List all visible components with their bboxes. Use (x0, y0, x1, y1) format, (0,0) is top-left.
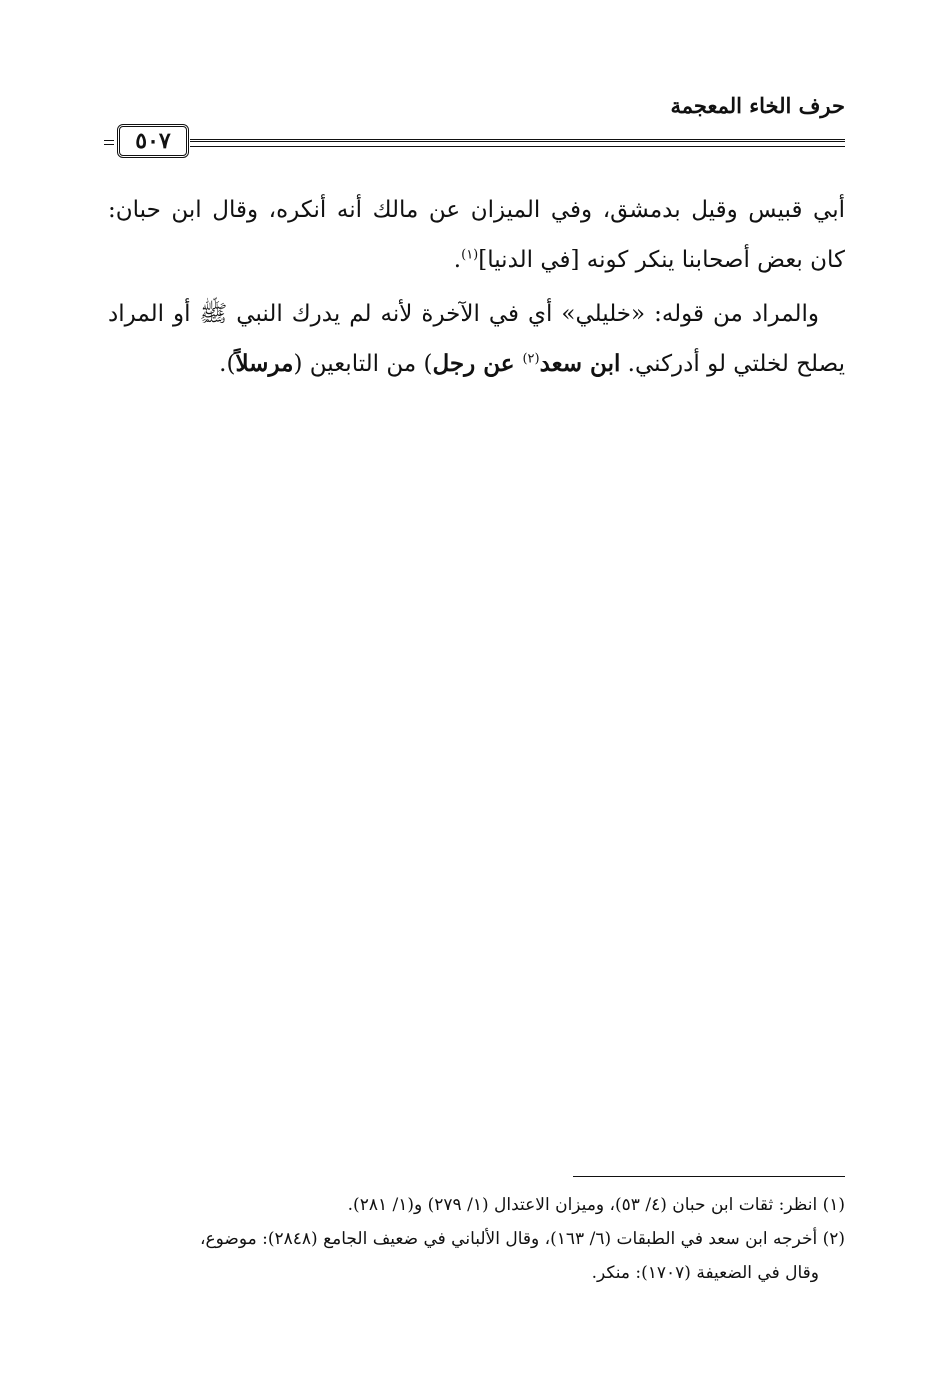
narrator-phrase: عن رجل (432, 350, 523, 377)
main-text (108, 185, 845, 389)
source-name: ابن سعد (539, 350, 621, 377)
header-rule (190, 139, 845, 147)
running-header-title: حرف الخاء المعجمة (670, 93, 845, 118)
paragraph-2 (108, 289, 845, 389)
footnotes (108, 1188, 845, 1290)
page-number: ٥٠٧ (117, 124, 189, 158)
paragraph-2-mid: ) من التابعين ( (293, 351, 433, 377)
footnote-separator (573, 1176, 845, 1177)
footnote-2: (٢) أخرجه ابن سعد في الطبقات (٦/ ١٦٣)، وقال الألباني في ضعيف الجامع (٢٨٤٨): موضوع، (200, 1229, 845, 1249)
footnote-ref-2: (٢) (522, 351, 540, 367)
header-rule-end (104, 140, 114, 145)
paragraph-2-text: والمراد من قوله: «خليلي» أي في الآخرة لأنه لم يدرك النبي ﷺ أو المراد يصلح لخلتي لو أدركني. (108, 301, 845, 377)
footnote-2-continuation: وقال في الضعيفة (١٧٠٧): منكر. (591, 1263, 819, 1283)
grading-word: مرسلاً (235, 350, 294, 377)
footnote-1: (١) انظر: ثقات ابن حبان (٤/ ٥٣)، وميزان الاعتدال (١/ ٢٧٩) و(١/ ٢٨١). (347, 1195, 845, 1215)
paragraph-1-end: . (453, 247, 462, 273)
paragraph-2-end: ). (219, 351, 236, 377)
paragraph-1 (108, 185, 845, 285)
paragraph-1-text: أبي قبيس وقيل بدمشق، وفي الميزان عن مالك أنه أنكره، وقال ابن حبان: كان بعض أصحابنا ينكر كونه [في الدنيا] (108, 197, 845, 273)
footnote-ref-1: (١) (461, 247, 479, 263)
